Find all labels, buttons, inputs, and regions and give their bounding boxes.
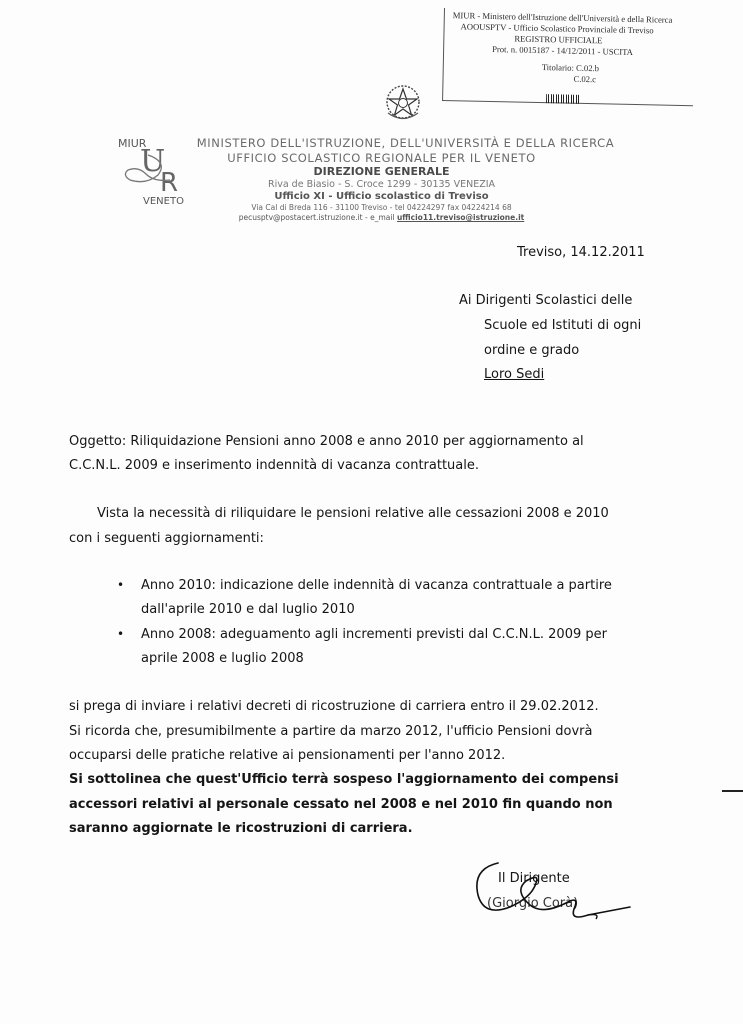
body-line: Si ricorda che, presumibilmente a partire da marzo 2012, l'ufficio Pensioni dovrà: [69, 724, 593, 739]
pec-address: pecusptv@postacert.istruzione.it: [238, 213, 363, 222]
bullet-line: aprile 2008 e luglio 2008: [141, 651, 304, 666]
ministry-name: MINISTERO DELL'ISTRUZIONE, DELL'UNIVERSITÀ E DELLA RICERCA: [196, 136, 615, 150]
contacts: Via Cal di Breda 116 - 31100 Treviso - tel 04224297 fax 04224214 68: [251, 203, 512, 212]
barcode-icon: [546, 94, 580, 104]
bullet-line: dall'aprile 2010 e dal luglio 2010: [141, 602, 355, 617]
recipient-line: ordine e grado: [484, 343, 580, 358]
direction-name: DIREZIONE GENERALE: [313, 165, 450, 178]
bullet-line: Anno 2010: indicazione delle indennità di vacanza contrattuale a partire: [141, 578, 612, 593]
logo-letter-u: U: [140, 144, 166, 179]
scan-edge-mark: [722, 790, 743, 792]
address: Riva de Biasio - S. Croce 1299 - 30135 VENEZIA: [267, 179, 496, 190]
subject-line: Oggetto: Riliquidazione Pensioni anno 2008 e anno 2010 per aggiornamento al: [69, 434, 584, 449]
stamp-line: Titolario: C.02.b: [541, 62, 600, 74]
body-line: si prega di inviare i relativi decreti di ricostruzione di carriera entro il 29.02.2012.: [69, 699, 599, 714]
email-separator: - e_mail: [365, 213, 395, 222]
emphasis-line: saranno aggiornate le ricostruzioni di carriera.: [69, 821, 413, 836]
body-line: con i seguenti aggiornamenti:: [69, 531, 264, 546]
stamp-line: AOOUSPTV - Ufficio Scolastico Provinciale di Treviso: [460, 21, 654, 36]
signature-title: Il Dirigente: [498, 871, 570, 886]
recipient-line: Scuole ed Istituti di ogni: [484, 318, 642, 333]
letter-date: Treviso, 14.12.2011: [517, 245, 645, 260]
stamp-protocol-number: Prot. n. 0015187 - 14/12/2011 - USCITA: [492, 44, 634, 57]
bullet-icon: •: [117, 578, 125, 592]
logo-veneto: VENETO: [143, 196, 184, 207]
bullet-line: Anno 2008: adeguamento agli incrementi previsti dal C.C.N.L. 2009 per: [141, 627, 607, 642]
unit-name: Ufficio XI - Ufficio scolastico di Treviso: [274, 191, 489, 202]
emphasis-line: Si sottolinea che quest'Ufficio terrà sospeso l'aggiornamento dei compensi: [69, 772, 619, 787]
email-line: [0, 213, 743, 222]
stamp-line: MIUR - Ministero dell'Istruzione dell'Università e della Ricerca: [452, 10, 673, 25]
signature-name: (Giorgio Corà): [487, 896, 579, 911]
body-line: occuparsi delle pratiche relative ai pensionamenti per l'anno 2012.: [69, 748, 506, 763]
stamp-line: C.02.c: [573, 73, 597, 85]
recipient-line: Ai Dirigenti Scolastici delle: [459, 293, 633, 308]
email-address: ufficio11.treviso@istruzione.it: [396, 213, 525, 222]
subject-line: C.C.N.L. 2009 e inserimento indennità di vacanza contrattuale.: [69, 458, 480, 473]
protocol-stamp: [442, 8, 695, 106]
office-name: UFFICIO SCOLASTICO REGIONALE PER IL VENETO: [227, 151, 536, 165]
body-line: Vista la necessità di riliquidare le pensioni relative alle cessazioni 2008 e 2010: [97, 506, 609, 521]
stamp-line: REGISTRO UFFICIALE: [514, 33, 603, 46]
emphasis-line: accessori relativi al personale cessato nel 2008 e nel 2010 fin quando non: [69, 797, 613, 812]
recipient-line: Loro Sedi: [484, 367, 545, 382]
logo-letter-r: R: [160, 168, 179, 198]
italian-emblem-icon: [382, 80, 424, 122]
handwritten-signature-icon: [470, 855, 640, 935]
bullet-icon: •: [117, 627, 125, 641]
logo-miur: MIUR: [118, 137, 147, 150]
